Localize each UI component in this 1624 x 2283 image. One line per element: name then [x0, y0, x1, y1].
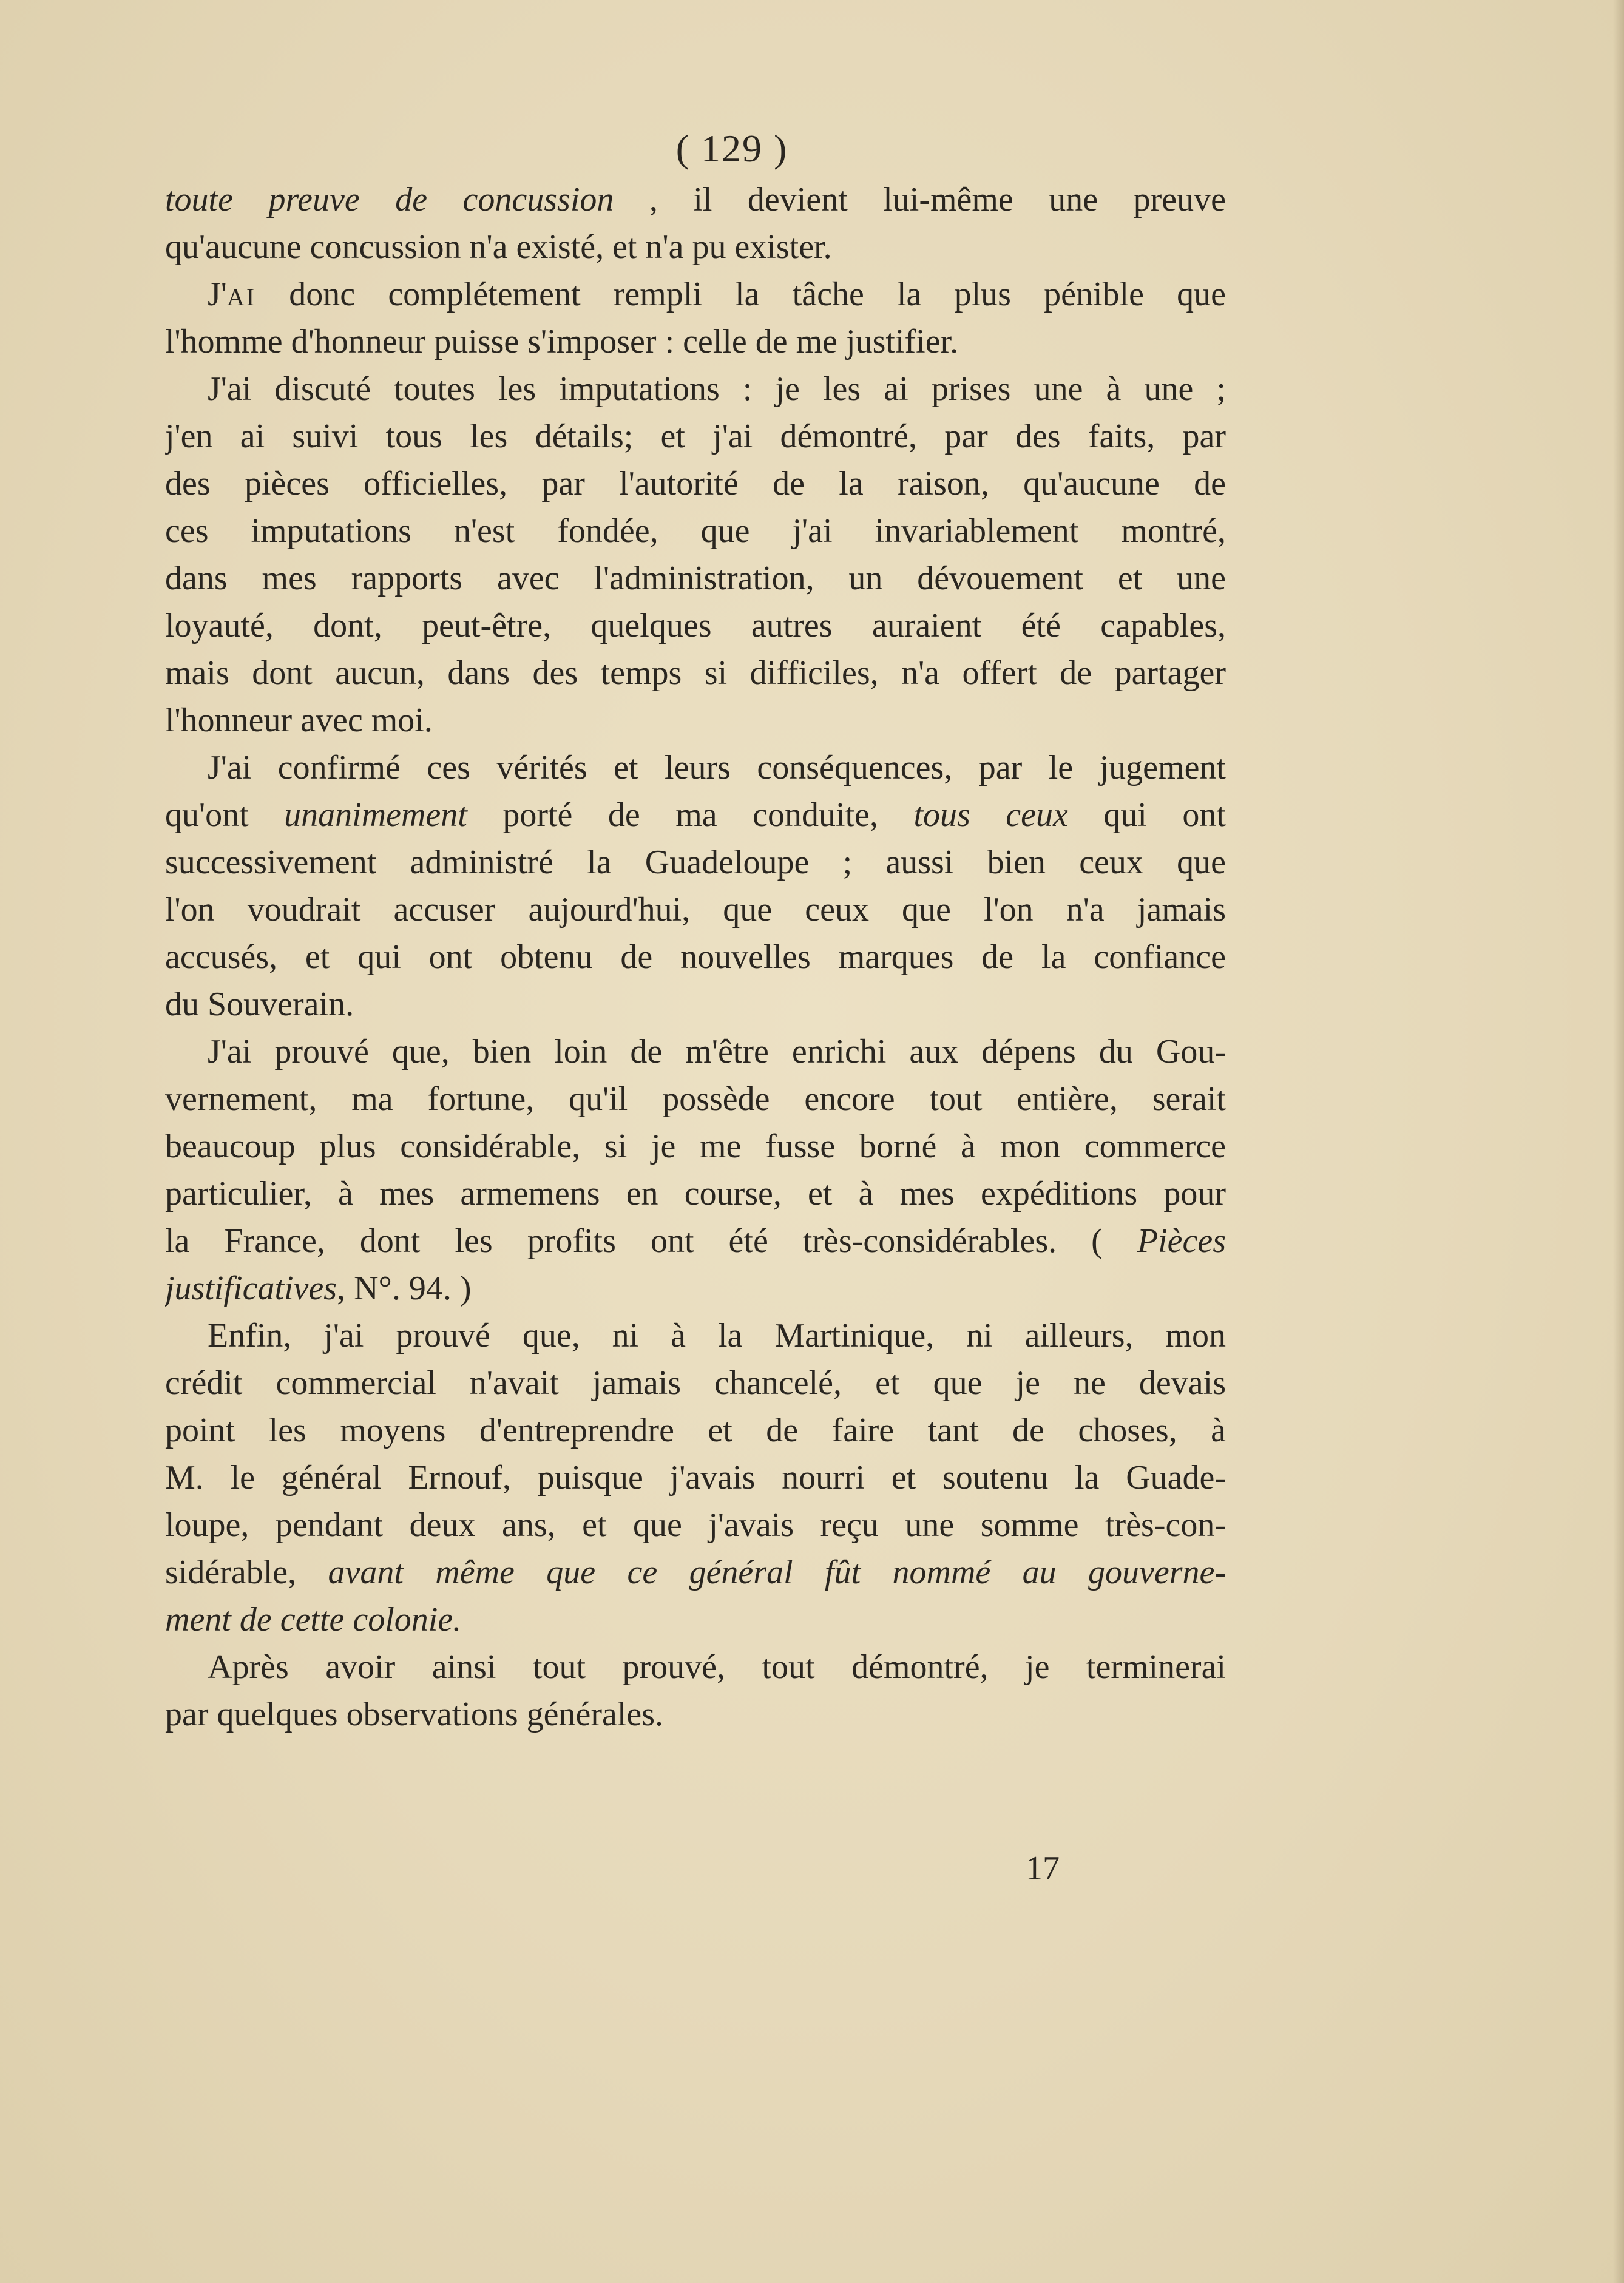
italic-text: justificatives	[165, 1270, 337, 1307]
text-segment: J'	[208, 276, 227, 313]
page-number-header: ( 129 )	[675, 127, 788, 170]
text-segment: donc complétement rempli la tâche la plus pénible que	[256, 276, 1226, 313]
signature-mark: 17	[1026, 1850, 1060, 1887]
text-segment: loyauté, dont, peut-être, quelques autres auraient été capables,	[165, 607, 1226, 644]
italic-text: ment de cette colonie.	[165, 1601, 462, 1639]
text-segment: accusés, et qui ont obtenu de nouvelles marques de la confiance	[165, 938, 1226, 976]
text-segment: successivement administré la Guadeloupe ; aussi bien ceux que	[165, 844, 1226, 881]
paragraph	[165, 271, 1226, 365]
text-line	[165, 602, 1226, 649]
text-line	[165, 460, 1226, 507]
text-segment: J'ai discuté toutes les imputations : je les ai prises une à une ;	[208, 370, 1226, 408]
text-line	[165, 1359, 1226, 1407]
text-line	[165, 649, 1226, 697]
text-line	[165, 1075, 1226, 1123]
paragraph	[165, 176, 1226, 271]
text-line	[165, 1501, 1226, 1549]
text-line	[165, 1407, 1226, 1454]
text-segment: point les moyens d'entreprendre et de faire tant de choses, à	[165, 1412, 1226, 1449]
text-segment: , N°. 94. )	[337, 1270, 472, 1307]
text-segment: AI	[226, 283, 257, 311]
text-line	[165, 176, 1226, 223]
text-line	[165, 697, 1226, 744]
text-segment: du Souverain.	[165, 986, 354, 1023]
paragraph	[165, 365, 1226, 744]
text-segment: qu'aucune concussion n'a existé, et n'a pu exister.	[165, 228, 832, 266]
text-line	[165, 839, 1226, 886]
text-segment: dans mes rapports avec l'administration, un dévouement et une	[165, 560, 1226, 597]
text-line	[165, 223, 1226, 271]
text-segment: l'honneur avec moi.	[165, 702, 433, 739]
text-line	[165, 1691, 1226, 1738]
italic-text: avant même que ce général fût nommé au gouverne-	[328, 1554, 1226, 1591]
text-segment: sidérable,	[165, 1554, 328, 1591]
text-segment: vernement, ma fortune, qu'il possède encore tout entière, serait	[165, 1080, 1226, 1118]
text-segment: loupe, pendant deux ans, et que j'avais reçu une somme très-con-	[165, 1506, 1226, 1544]
text-line	[165, 744, 1226, 791]
text-segment: , il devient lui-même une preuve	[614, 181, 1226, 218]
text-segment: ces imputations n'est fondée, que j'ai invariablement montré,	[165, 512, 1226, 550]
text-segment: la France, dont les profits ont été très-considérables. (	[165, 1222, 1137, 1260]
italic-text: tous ceux	[913, 796, 1068, 834]
text-segment: beaucoup plus considérable, si je me fusse borné à mon commerce	[165, 1128, 1226, 1165]
text-line	[165, 1549, 1226, 1596]
text-line	[165, 318, 1226, 365]
text-line	[165, 933, 1226, 981]
text-line	[165, 1454, 1226, 1501]
italic-text: unanimement	[284, 796, 467, 834]
text-line	[165, 886, 1226, 933]
text-line	[165, 981, 1226, 1028]
text-line	[165, 1596, 1226, 1643]
page-text-block	[165, 121, 1226, 1738]
text-line	[165, 1217, 1226, 1265]
text-segment: Enfin, j'ai prouvé que, ni à la Martinique, ni ailleurs, mon	[208, 1317, 1226, 1355]
text-line	[165, 1170, 1226, 1217]
text-segment: qui ont	[1067, 796, 1226, 834]
text-segment: crédit commercial n'avait jamais chancelé, et que je ne devais	[165, 1364, 1226, 1402]
text-line	[165, 365, 1226, 413]
text-segment: l'homme d'honneur puisse s'imposer : celle de me justifier.	[165, 323, 959, 360]
text-segment: mais dont aucun, dans des temps si difficiles, n'a offert de partager	[165, 654, 1226, 692]
text-segment: J'ai confirmé ces vérités et leurs conséquences, par le jugement	[208, 749, 1226, 786]
text-line	[165, 1123, 1226, 1170]
paragraph	[165, 744, 1226, 1028]
text-segment: porté de ma conduite,	[467, 796, 914, 834]
body-text	[165, 176, 1226, 1738]
text-line	[165, 1028, 1226, 1075]
text-line	[165, 1312, 1226, 1359]
text-segment: par quelques observations générales.	[165, 1696, 664, 1733]
text-segment: qu'ont	[165, 796, 285, 834]
page-edge-shadow	[1613, 0, 1624, 2283]
paragraph	[165, 1643, 1226, 1738]
text-line	[165, 555, 1226, 602]
text-segment: Après avoir ainsi tout prouvé, tout démontré, je terminerai	[208, 1648, 1226, 1686]
text-segment: M. le général Ernouf, puisque j'avais nourri et soutenu la Guade-	[165, 1459, 1226, 1497]
paragraph	[165, 1312, 1226, 1643]
text-line	[165, 271, 1226, 318]
text-segment: l'on voudrait accuser aujourd'hui, que ceux que l'on n'a jamais	[165, 891, 1226, 928]
text-segment: des pièces officielles, par l'autorité de la raison, qu'aucune de	[165, 465, 1226, 502]
italic-text: Pièces	[1137, 1222, 1226, 1260]
italic-text: toute preuve de concussion	[165, 181, 614, 218]
text-line	[165, 413, 1226, 460]
text-line	[165, 1643, 1226, 1691]
text-line	[165, 1265, 1226, 1312]
text-segment: particulier, à mes armemens en course, et à mes expéditions pour	[165, 1175, 1226, 1213]
text-line	[165, 791, 1226, 839]
paragraph	[165, 1028, 1226, 1312]
text-line	[165, 507, 1226, 555]
text-segment: j'en ai suivi tous les détails; et j'ai démontré, par des faits, par	[165, 418, 1226, 455]
text-segment: J'ai prouvé que, bien loin de m'être enrichi aux dépens du Gou-	[208, 1033, 1226, 1070]
